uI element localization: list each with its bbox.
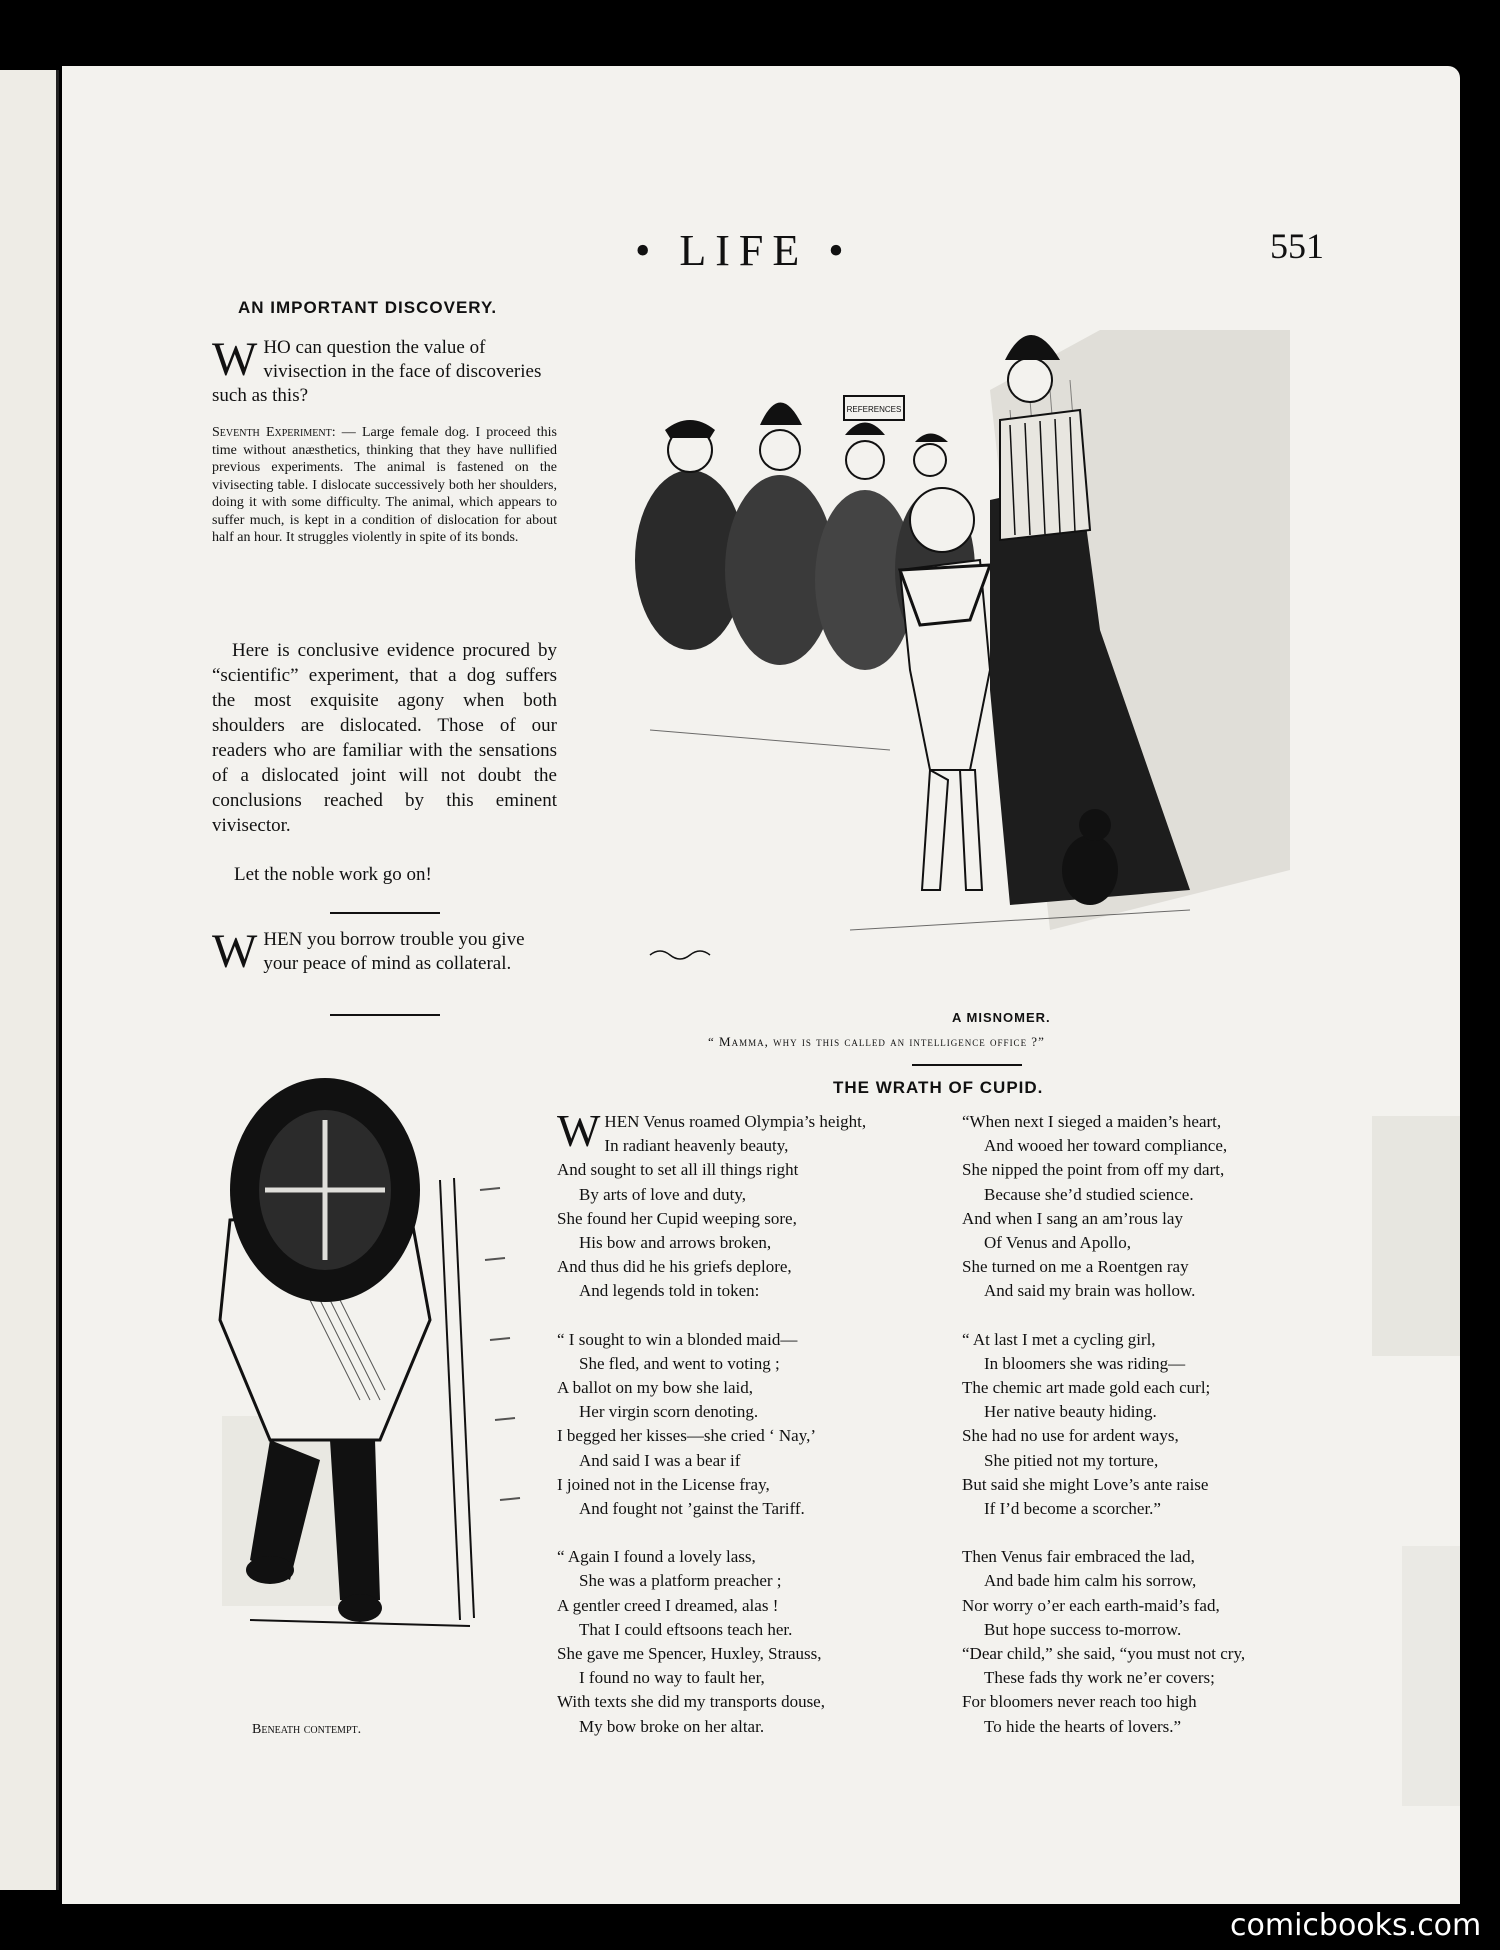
poem-line: She nipped the point from off my dart, [962, 1160, 1225, 1180]
aphorism-text: HEN you borrow trouble you give your peace of mind as collateral. [263, 929, 525, 974]
poem-line: That I could eftsoons teach her. [579, 1619, 793, 1639]
poem-line: In radiant heavenly beauty, [604, 1136, 789, 1156]
poem-stanza [962, 1545, 1342, 1739]
left-page-edge [0, 70, 59, 1890]
poem-line: HEN Venus roamed Olympia’s height, [604, 1112, 867, 1131]
poem-stanza [557, 1545, 957, 1739]
tape-mark [1402, 1546, 1460, 1806]
watermark: comicbooks.com [1230, 1908, 1482, 1943]
poem-line: She fled, and went to voting ; [579, 1353, 780, 1373]
poem-line: “ At last I met a cycling girl, [962, 1329, 1156, 1349]
poem-line: And said my brain was hollow. [984, 1281, 1196, 1301]
poem-line: Because she’d studied science. [984, 1184, 1194, 1204]
misnomer-title: A MISNOMER. [952, 1010, 1051, 1025]
poem-line: And fought not ’gainst the Tariff. [579, 1499, 805, 1519]
poem-line: She pitied not my torture, [984, 1450, 1159, 1470]
poem-line: She was a platform preacher ; [579, 1571, 782, 1591]
page-number: 551 [1270, 226, 1324, 266]
poem-line: If I’d become a scorcher.” [984, 1499, 1161, 1519]
article-closing: Let the noble work go on! [234, 864, 432, 885]
article-conclusion: Here is conclusive evidence procured by “scientific” experiment, that a dog suffers the most exquisite agony when both shoulders are dislocated. Those of our readers who are familiar with the sensations of a dislocated joint will not doubt the conclusions reached by this eminent vivisector. [212, 640, 557, 836]
poem-line: Nor worry o’er each earth-maid’s fad, [962, 1595, 1220, 1615]
poem-line: For bloomers never reach too high [962, 1692, 1197, 1712]
drop-cap: W [557, 1105, 601, 1156]
divider-rule [912, 1064, 1022, 1066]
poem-line: His bow and arrows broken, [579, 1233, 772, 1253]
article-intro [212, 333, 557, 408]
poem-line: But hope success to-morrow. [984, 1619, 1182, 1639]
poem-stanza [962, 1110, 1342, 1304]
poem-line: With texts she did my transports douse, [557, 1692, 825, 1712]
poem-line: A ballot on my bow she laid, [557, 1378, 753, 1398]
poem-column-2 [962, 1110, 1342, 1763]
poem-line: And bade him calm his sorrow, [984, 1571, 1197, 1591]
divider-rule [330, 912, 440, 914]
poem-line: A gentler creed I dreamed, alas ! [557, 1595, 779, 1615]
poem-line: She turned on me a Roentgen ray [962, 1257, 1189, 1277]
experiment-paragraph [212, 424, 557, 547]
poem-line: To hide the hearts of lovers.” [984, 1716, 1182, 1736]
poem-line: Her virgin scorn denoting. [579, 1402, 759, 1422]
experiment-heading: Seventh Experiment [212, 425, 332, 440]
experiment-text: : — Large female dog. I proceed this time without anæsthetics, thinking that they have nullified previous experiments. The animal is fastened on the vivisecting table. I dislocate successively both her shoulders, doing it with some difficulty. The animal, which appears to suffer much, is kept in a condition of dislocation for about half an hour. It struggles violently in spite of its bonds. [212, 425, 557, 545]
poem-stanza [557, 1328, 957, 1522]
poem-line: Then Venus fair embraced the lad, [962, 1547, 1195, 1567]
references-sign-text: REFERENCES [846, 405, 902, 414]
poem-line: The chemic art made gold each curl; [962, 1378, 1211, 1398]
poem-line: I joined not in the License fray, [557, 1474, 770, 1494]
masthead: • LIFE • [635, 226, 853, 275]
poem-line: And legends told in token: [579, 1281, 760, 1301]
divider-rule [330, 1014, 440, 1016]
poem-line: My bow broke on her altar. [579, 1716, 765, 1736]
poem-line: “ I sought to win a blonded maid— [557, 1329, 798, 1349]
article-title: AN IMPORTANT DISCOVERY. [238, 298, 498, 317]
poem-stanza [962, 1328, 1342, 1522]
poem-line: “ Again I found a lovely lass, [557, 1547, 756, 1567]
poem-title: THE WRATH OF CUPID. [833, 1078, 1044, 1097]
poem-line: These fads thy work ne’er covers; [984, 1668, 1215, 1688]
poem-line: She found her Cupid weeping sore, [557, 1208, 797, 1228]
poem-line: “Dear child,” she said, “you must not cry, [962, 1644, 1246, 1664]
misnomer-illustration [630, 330, 1290, 985]
poem-line: Of Venus and Apollo, [984, 1233, 1132, 1253]
poem-line: And sought to set all ill things right [557, 1160, 799, 1180]
poem-line: I found no way to fault her, [579, 1668, 765, 1688]
contempt-illustration [210, 1060, 550, 1700]
poem-line: And wooed her toward compliance, [984, 1136, 1228, 1156]
poem-column-1 [557, 1105, 957, 1763]
poem-line: I begged her kisses—she cried ‘ Nay,’ [557, 1426, 817, 1446]
poem-line: By arts of love and duty, [579, 1184, 746, 1204]
poem-line: “When next I sieged a maiden’s heart, [962, 1112, 1222, 1131]
poem-line: And thus did he his griefs deplore, [557, 1257, 792, 1277]
article-intro-text: HO can question the value of vivisection in the face of discoveries such as this? [212, 337, 542, 406]
tape-mark [1372, 1116, 1460, 1356]
poem-stanza [557, 1105, 957, 1304]
aphorism [212, 925, 557, 978]
poem-line: She had no use for ardent ways, [962, 1426, 1179, 1446]
drop-cap: W [212, 333, 258, 386]
poem-line: She gave me Spencer, Huxley, Strauss, [557, 1644, 822, 1664]
poem-line: And said I was a bear if [579, 1450, 741, 1470]
misnomer-caption: “ Mamma, why is this called an intelligence office ?” [708, 1034, 1045, 1049]
drop-cap: W [212, 925, 258, 978]
poem-line: Her native beauty hiding. [984, 1402, 1157, 1422]
poem-line: But said she might Love’s ante raise [962, 1474, 1209, 1494]
poem-line: In bloomers she was riding— [984, 1353, 1186, 1373]
contempt-caption: Beneath contempt. [252, 1722, 362, 1737]
poem-line: And when I sang an am’rous lay [962, 1208, 1183, 1228]
